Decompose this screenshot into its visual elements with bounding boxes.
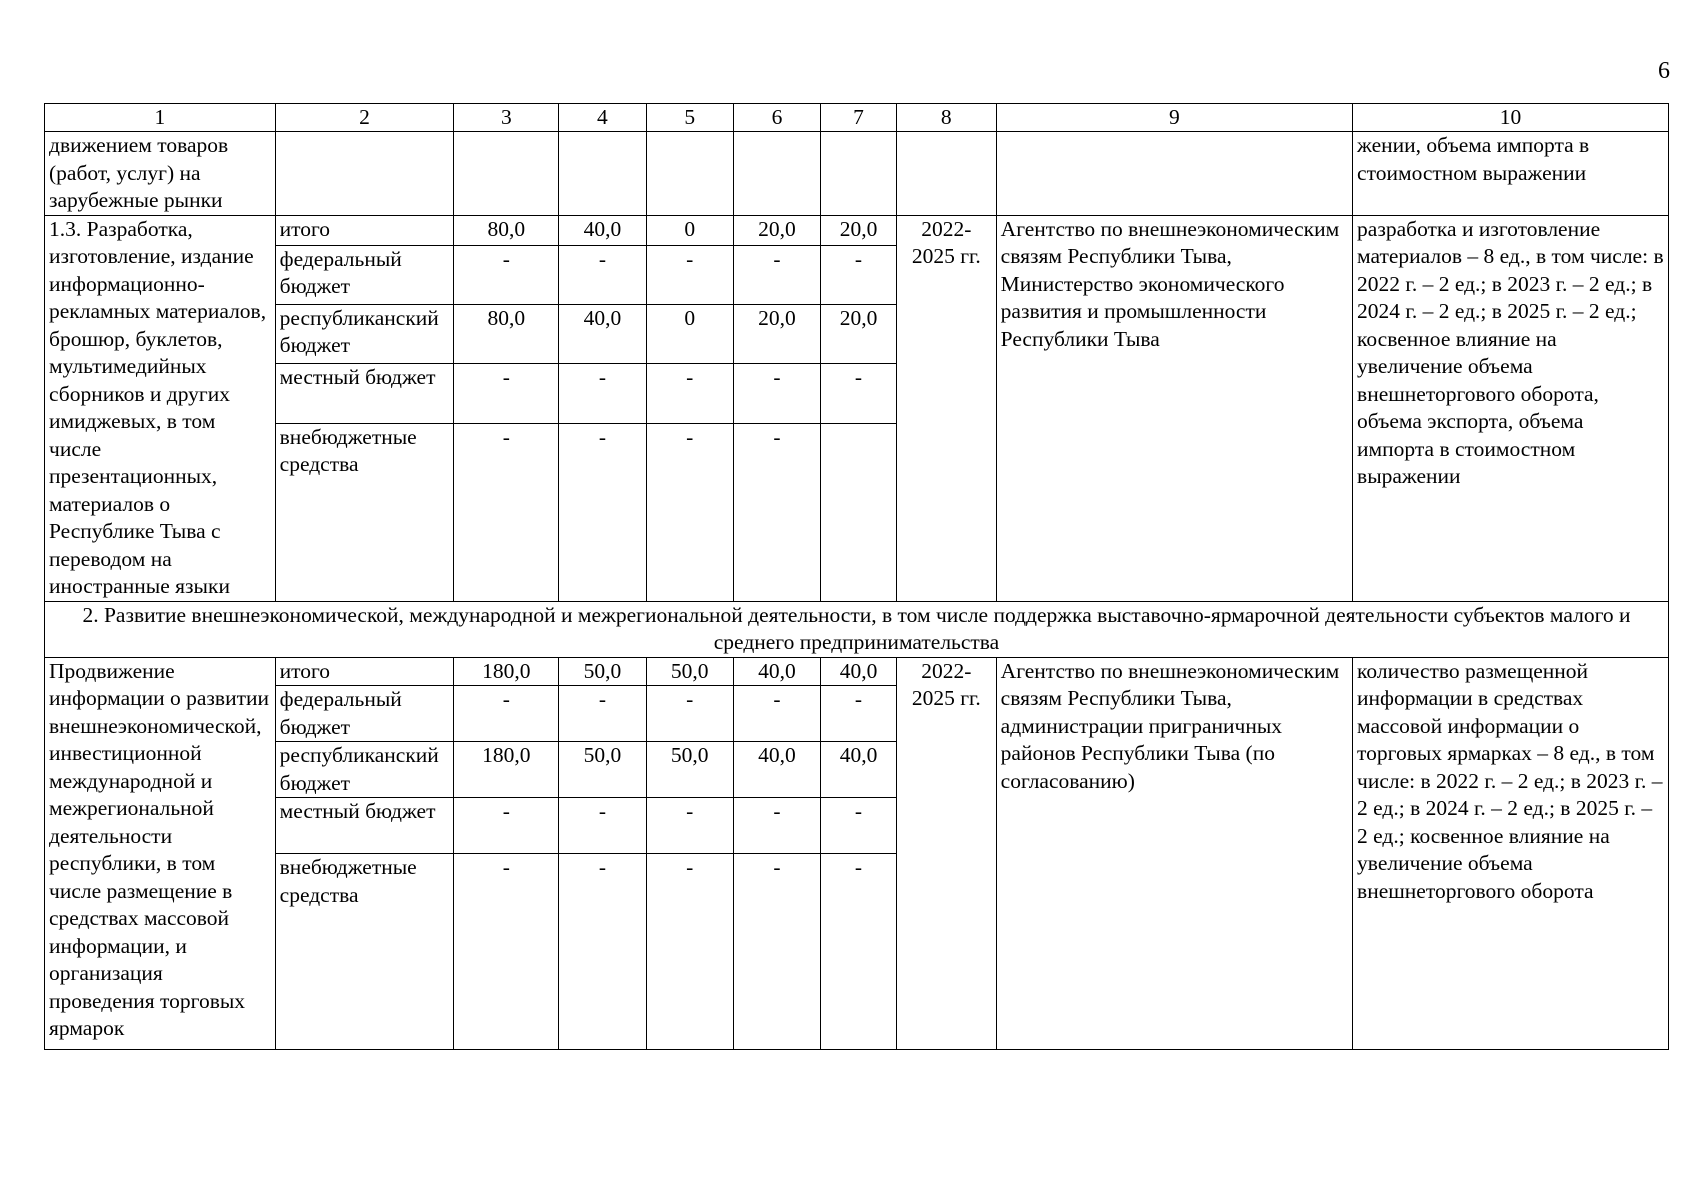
value-cell: - xyxy=(646,854,733,1050)
value-cell: - xyxy=(646,798,733,854)
value-cell: - xyxy=(733,423,820,601)
block1-executor: Агентство по внешнеэкономическим связям Республики Тыва, Министерство экономического развития и промышленности Республики Тыва xyxy=(996,215,1352,601)
block2-activity: Продвижение информации о развитии внешнеэкономической, инвестиционной международной и межрегиональной деятельности республики, в том числе размещение в средствах массовой информации, и организация проведения торговых ярмарок xyxy=(45,657,276,1050)
funding-source: местный бюджет xyxy=(275,798,454,854)
header-cell: 4 xyxy=(559,104,646,132)
value-cell: - xyxy=(733,686,820,742)
header-cell: 3 xyxy=(454,104,559,132)
value-cell: - xyxy=(733,854,820,1050)
value-cell: 20,0 xyxy=(821,215,897,245)
header-cell: 10 xyxy=(1353,104,1669,132)
value-cell: - xyxy=(821,245,897,304)
value-cell: 40,0 xyxy=(559,304,646,363)
value-cell: - xyxy=(454,686,559,742)
value-cell: - xyxy=(821,686,897,742)
value-cell: 80,0 xyxy=(454,304,559,363)
block1-result: разработка и изготовление материалов – 8 ед., в том числе: в 2022 г. – 2 ед.; в 2023 г. – 2 ед.; в 2024 г. – 2 ед.; в 2025 г. – 2 ед.; косвенное влияние на увеличение объема внешнеторгового оборота, объема экспорта, объема импорта в стоимостном выражении xyxy=(1353,215,1669,601)
value-cell: - xyxy=(733,364,820,423)
value-cell: - xyxy=(821,364,897,423)
continuation-activity: движением товаров (работ, услуг) на зарубежные рынки xyxy=(45,132,276,216)
header-cell: 8 xyxy=(896,104,996,132)
continuation-result: жении, объема импорта в стоимостном выражении xyxy=(1353,132,1669,216)
value-cell: - xyxy=(821,854,897,1050)
page-number: 6 xyxy=(1658,58,1670,84)
value-cell: - xyxy=(559,854,646,1050)
value-cell: - xyxy=(646,686,733,742)
value-cell: - xyxy=(454,364,559,423)
value-cell: 40,0 xyxy=(559,215,646,245)
value-cell: - xyxy=(646,423,733,601)
block1-period: 2022-2025 гг. xyxy=(896,215,996,601)
header-cell: 6 xyxy=(733,104,820,132)
header-cell: 1 xyxy=(45,104,276,132)
value-cell: 50,0 xyxy=(559,657,646,686)
program-table xyxy=(44,103,1669,1050)
funding-source: федеральный бюджет xyxy=(275,245,454,304)
block2-period: 2022-2025 гг. xyxy=(896,657,996,1050)
value-cell: - xyxy=(454,798,559,854)
value-cell: - xyxy=(821,798,897,854)
value-cell: - xyxy=(559,798,646,854)
funding-source: федеральный бюджет xyxy=(275,686,454,742)
value-cell xyxy=(821,423,897,601)
section2-heading-row xyxy=(45,601,1669,657)
header-cell: 2 xyxy=(275,104,454,132)
value-cell: - xyxy=(559,245,646,304)
value-cell: 40,0 xyxy=(821,742,897,798)
header-cell: 7 xyxy=(821,104,897,132)
value-cell: - xyxy=(454,854,559,1050)
value-cell: 80,0 xyxy=(454,215,559,245)
value-cell: 0 xyxy=(646,304,733,363)
funding-source: внебюджетные средства xyxy=(275,854,454,1050)
value-cell: 40,0 xyxy=(733,657,820,686)
section-heading: 2. Развитие внешнеэкономической, международной и межрегиональной деятельности, в том числе поддержка выставочно-ярмарочной деятельности субъектов малого и среднего предпринимательства xyxy=(45,601,1669,657)
value-cell: 40,0 xyxy=(821,657,897,686)
block2-row-total xyxy=(45,657,1669,686)
header-cell: 9 xyxy=(996,104,1352,132)
funding-source: республиканский бюджет xyxy=(275,742,454,798)
value-cell: 50,0 xyxy=(646,742,733,798)
value-cell: 20,0 xyxy=(821,304,897,363)
value-cell: 0 xyxy=(646,215,733,245)
value-cell: 20,0 xyxy=(733,215,820,245)
funding-source: итого xyxy=(275,657,454,686)
value-cell: - xyxy=(733,798,820,854)
funding-source: местный бюджет xyxy=(275,364,454,423)
value-cell: 180,0 xyxy=(454,657,559,686)
value-cell: - xyxy=(559,423,646,601)
value-cell: - xyxy=(559,686,646,742)
value-cell: - xyxy=(646,364,733,423)
block2-result: количество размещенной информации в средствах массовой информации о торговых ярмарках – 8 ед., в том числе: в 2022 г. – 2 ед.; в 2023 г. – 2 ед.; в 2024 г. – 2 ед.; в 2025 г. – 2 ед.; косвенное влияние на увеличение объема внешнеторгового оборота xyxy=(1353,657,1669,1050)
value-cell: 50,0 xyxy=(646,657,733,686)
value-cell: 40,0 xyxy=(733,742,820,798)
header-cell: 5 xyxy=(646,104,733,132)
value-cell: 50,0 xyxy=(559,742,646,798)
value-cell: 180,0 xyxy=(454,742,559,798)
value-cell: - xyxy=(454,245,559,304)
value-cell: - xyxy=(646,245,733,304)
funding-source: итого xyxy=(275,215,454,245)
column-number-row xyxy=(45,104,1669,132)
block2-executor: Агентство по внешнеэкономическим связям Республики Тыва, администрации приграничных районов Республики Тыва (по согласованию) xyxy=(996,657,1352,1050)
continuation-row xyxy=(45,132,1669,216)
value-cell: 20,0 xyxy=(733,304,820,363)
funding-source: внебюджетные средства xyxy=(275,423,454,601)
block1-activity: 1.3. Разработка, изготовление, издание информационно-рекламных материалов, брошюр, буклетов, мультимедийных сборников и других имиджевых, в том числе презентационных, материалов о Республике Тыва с переводом на иностранные языки xyxy=(45,215,276,601)
value-cell: - xyxy=(454,423,559,601)
block1-row-total xyxy=(45,215,1669,245)
value-cell: - xyxy=(559,364,646,423)
value-cell: - xyxy=(733,245,820,304)
funding-source: республиканский бюджет xyxy=(275,304,454,363)
